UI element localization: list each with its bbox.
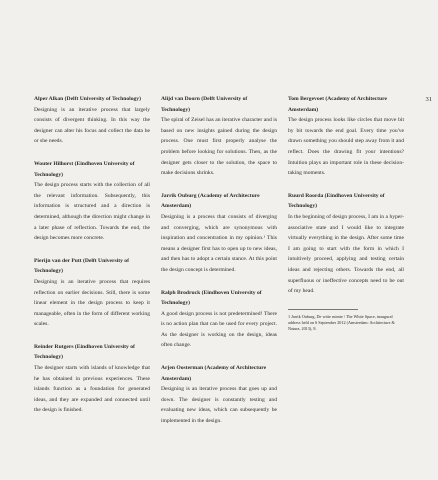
footnote-divider [288,309,358,310]
entry-text: The design process looks like circles that move bit by bit towards the end goal. Every time you've drawn something you should step away from it and reflect. Does the drawing fit your intentions? Intuition plays an important role in these decision-taking moments. [288,117,404,177]
author-name: Arjen Oosterman (Academy of Architecture Amsterdam) [161,365,267,382]
footnote: 1 Jarrik Ouburg, De witte ruimte / The White Space, inaugural address held on 6 September 2012 (Amsterdam: Architecture & Natura, 2013), 8. [288,313,395,331]
author-name: Ruurd Roorda (Eindhoven University of Technology) [288,192,385,210]
entry [161,363,277,427]
entry-text: Designing is an iterative process that goes up and down. The designer is constantly testing and evaluating new ideas, which can subsequently be implemented in the design. [161,386,277,425]
entry-text: The spiral of Zeisel has an iterative character and is based on new insights gained during the design process. One must first properly analyse the problem before looking for solutions. Then, as the designer gets closer to the solution, the space to make decisions shrinks. [161,117,277,177]
entry-text: In the beginning of design process, I am in a hyper-associative state and I would like to integrate virtually everything in the design. After some time I am going to start with the form in which I intuitively proceed, applying and testing certain ideas and rejecting others. Towards the end, all superfluous or ineffective concepts need to be out of my head. [288,213,404,295]
entry [34,159,150,244]
entry-text: Designing is a process that consists of diverging and converging, which are synonymous with inspiration and concentration in my opinion.¹ This means a designer first has to open up to new ideas, and then has to adopt a certain stance. At this point the design concept is determined. [161,213,277,273]
entry-text: A good design process is not predetermined! There is no action plan that can be used for every project. As the designer is working on the design, ideas often change. [161,310,277,349]
entry [34,256,150,330]
entry [161,288,277,352]
entry [288,94,404,179]
entry-text: The designer starts with islands of knowledge that he has obtained in previous experiences. These islands function as a foundation for generated ideas, and they are expanded and connected until the design is finished. [34,365,150,414]
entry [288,191,404,297]
author-name: Pierijn van der Putt (Delft University of Technology) [34,257,129,275]
column-1 [34,94,150,428]
page-number: 31 [425,96,432,103]
author-name: Alijd van Doorn (Delft University of Technology) [161,96,248,113]
entry-text: The design process starts with the collection of all the relevant information. Subsequently, this information is structured and a direction is determined, although the direction might change in a later phase of reflection. Towards the end, the design becomes more concrete. [34,182,150,242]
entry [161,94,277,179]
entry [161,191,277,276]
entry [34,342,150,416]
author-name: Ralph Brodruck (Eindhoven University of Technology) [161,289,262,307]
author-name: Tom Bergevoet (Academy of Architecture Amsterdam) [288,96,388,113]
entry [34,94,150,147]
author-name: Jarrik Ouburg (Academy of Architecture Amsterdam) [161,192,260,210]
author-name: Wouter Hilhorst (Eindhoven University of Technology) [34,160,135,178]
entry-text: Designing is an iterative process that requires reflection on earlier decisions. Still, there is some linear element in the design process to keep it manageable, often in the form of different working scales. [34,278,150,328]
column-2 [161,94,277,439]
entry-text: Designing is an iterative process that largely consists of divergent thinking. In this way the designer can alter his focus and collect the data he or she needs. [34,106,150,145]
author-name: Reinder Rutgers (Eindhoven University of Technology) [34,343,135,361]
column-3 [288,94,404,336]
author-name: Alper Alkan (Delft University of Technology) [34,96,141,102]
